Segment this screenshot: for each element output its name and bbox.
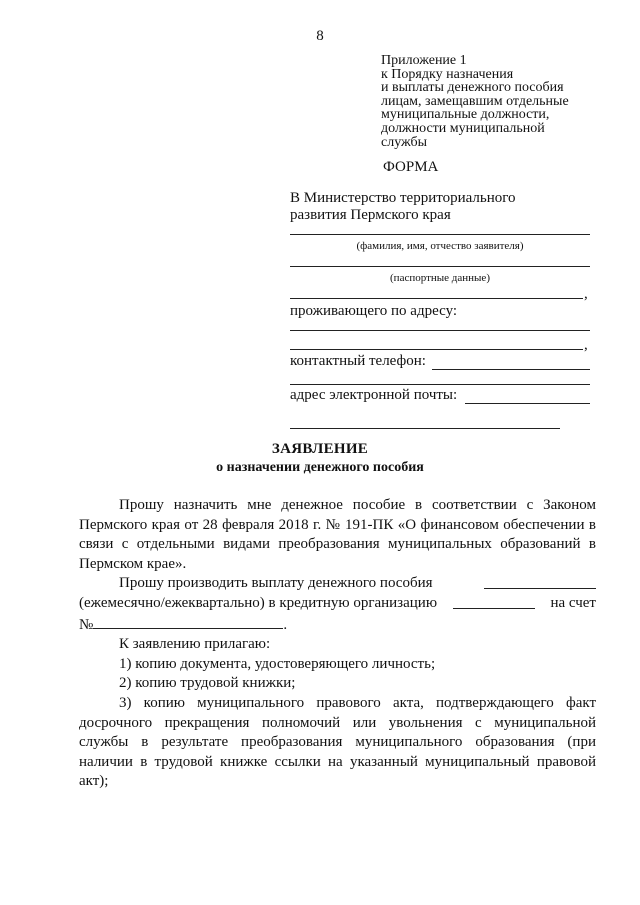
- appendix-header: [381, 54, 621, 149]
- passport-hint: (паспортные данные): [390, 272, 490, 284]
- period: .: [283, 616, 288, 633]
- document-subtitle: о назначении денежного пособия: [216, 460, 424, 475]
- paragraph-payment-line-1: [79, 574, 596, 594]
- phone-label: контактный телефон:: [290, 353, 426, 369]
- number-sign: №: [79, 616, 94, 633]
- payment-frequency-blank[interactable]: [484, 574, 596, 589]
- applicant-name-hint: (фамилия, имя, отчество заявителя): [356, 240, 524, 252]
- page-number: 8: [316, 28, 324, 44]
- attachment-item: 3) копию муниципального правового акта, подтверждающего факт досрочного прекращения полномочий или увольнения с муниципальной службы в результате преобразования муниципального образования (при наличии в трудовой книжке ссылки на указанный муниципальный правовой акт);: [79, 694, 596, 790]
- account-text: на счет: [550, 594, 596, 611]
- comma: ,: [584, 337, 588, 353]
- appendix-line: службы: [381, 134, 428, 150]
- document-body: [79, 496, 596, 792]
- account-number-blank[interactable]: [93, 614, 283, 629]
- appendix-line: и выплаты денежного пособия: [381, 80, 564, 96]
- address-line-1[interactable]: [290, 330, 590, 331]
- recipient-block: [290, 190, 516, 224]
- appendix-line: лицам, замещавшим отдельные: [381, 93, 569, 109]
- paragraph-payment-line-2: [79, 594, 596, 614]
- email-input-line[interactable]: [465, 403, 590, 404]
- recipient-line: развития Пермского края: [290, 207, 451, 223]
- recipient-line: В Министерство территориального: [290, 190, 516, 206]
- passport-extra-line[interactable]: [290, 298, 583, 299]
- form-label: ФОРМА: [383, 159, 439, 175]
- appendix-line: должности муниципальной: [381, 120, 545, 136]
- phone-input-line[interactable]: [432, 369, 590, 370]
- attachments-intro: К заявлению прилагаю:: [119, 636, 271, 653]
- payment-text: Прошу производить выплату денежного пособия: [119, 575, 433, 592]
- appendix-line: Приложение 1: [381, 53, 467, 68]
- signature-line[interactable]: [290, 428, 560, 429]
- phone-extra-line[interactable]: [290, 384, 590, 385]
- paragraph-request: Прошу назначить мне денежное пособие в соответствии с Законом Пермского края от 28 февраля 2018 г. № 191-ПК «О финансовом обеспечении в связи с отдельными видами преобразования муниципальных образований в Пермском крае».: [79, 497, 596, 572]
- credit-organization-blank[interactable]: [453, 594, 535, 609]
- address-line-2[interactable]: [290, 349, 583, 350]
- comma: ,: [584, 286, 588, 302]
- passport-line[interactable]: [290, 266, 590, 267]
- applicant-name-line[interactable]: [290, 234, 590, 235]
- payment-frequency-text: (ежемесячно/ежеквартально) в кредитную организацию: [79, 594, 438, 611]
- address-label: проживающего по адресу:: [290, 303, 458, 319]
- email-label: адрес электронной почты:: [290, 387, 458, 403]
- attachment-item: 2) копию трудовой книжки;: [119, 675, 296, 692]
- appendix-line: к Порядку назначения: [381, 66, 514, 82]
- paragraph-payment-line-3: [79, 614, 596, 636]
- appendix-line: муниципальные должности,: [381, 107, 550, 123]
- document-title: ЗАЯВЛЕНИЕ: [271, 441, 369, 457]
- attachment-item: 1) копию документа, удостоверяющего личность;: [119, 655, 436, 672]
